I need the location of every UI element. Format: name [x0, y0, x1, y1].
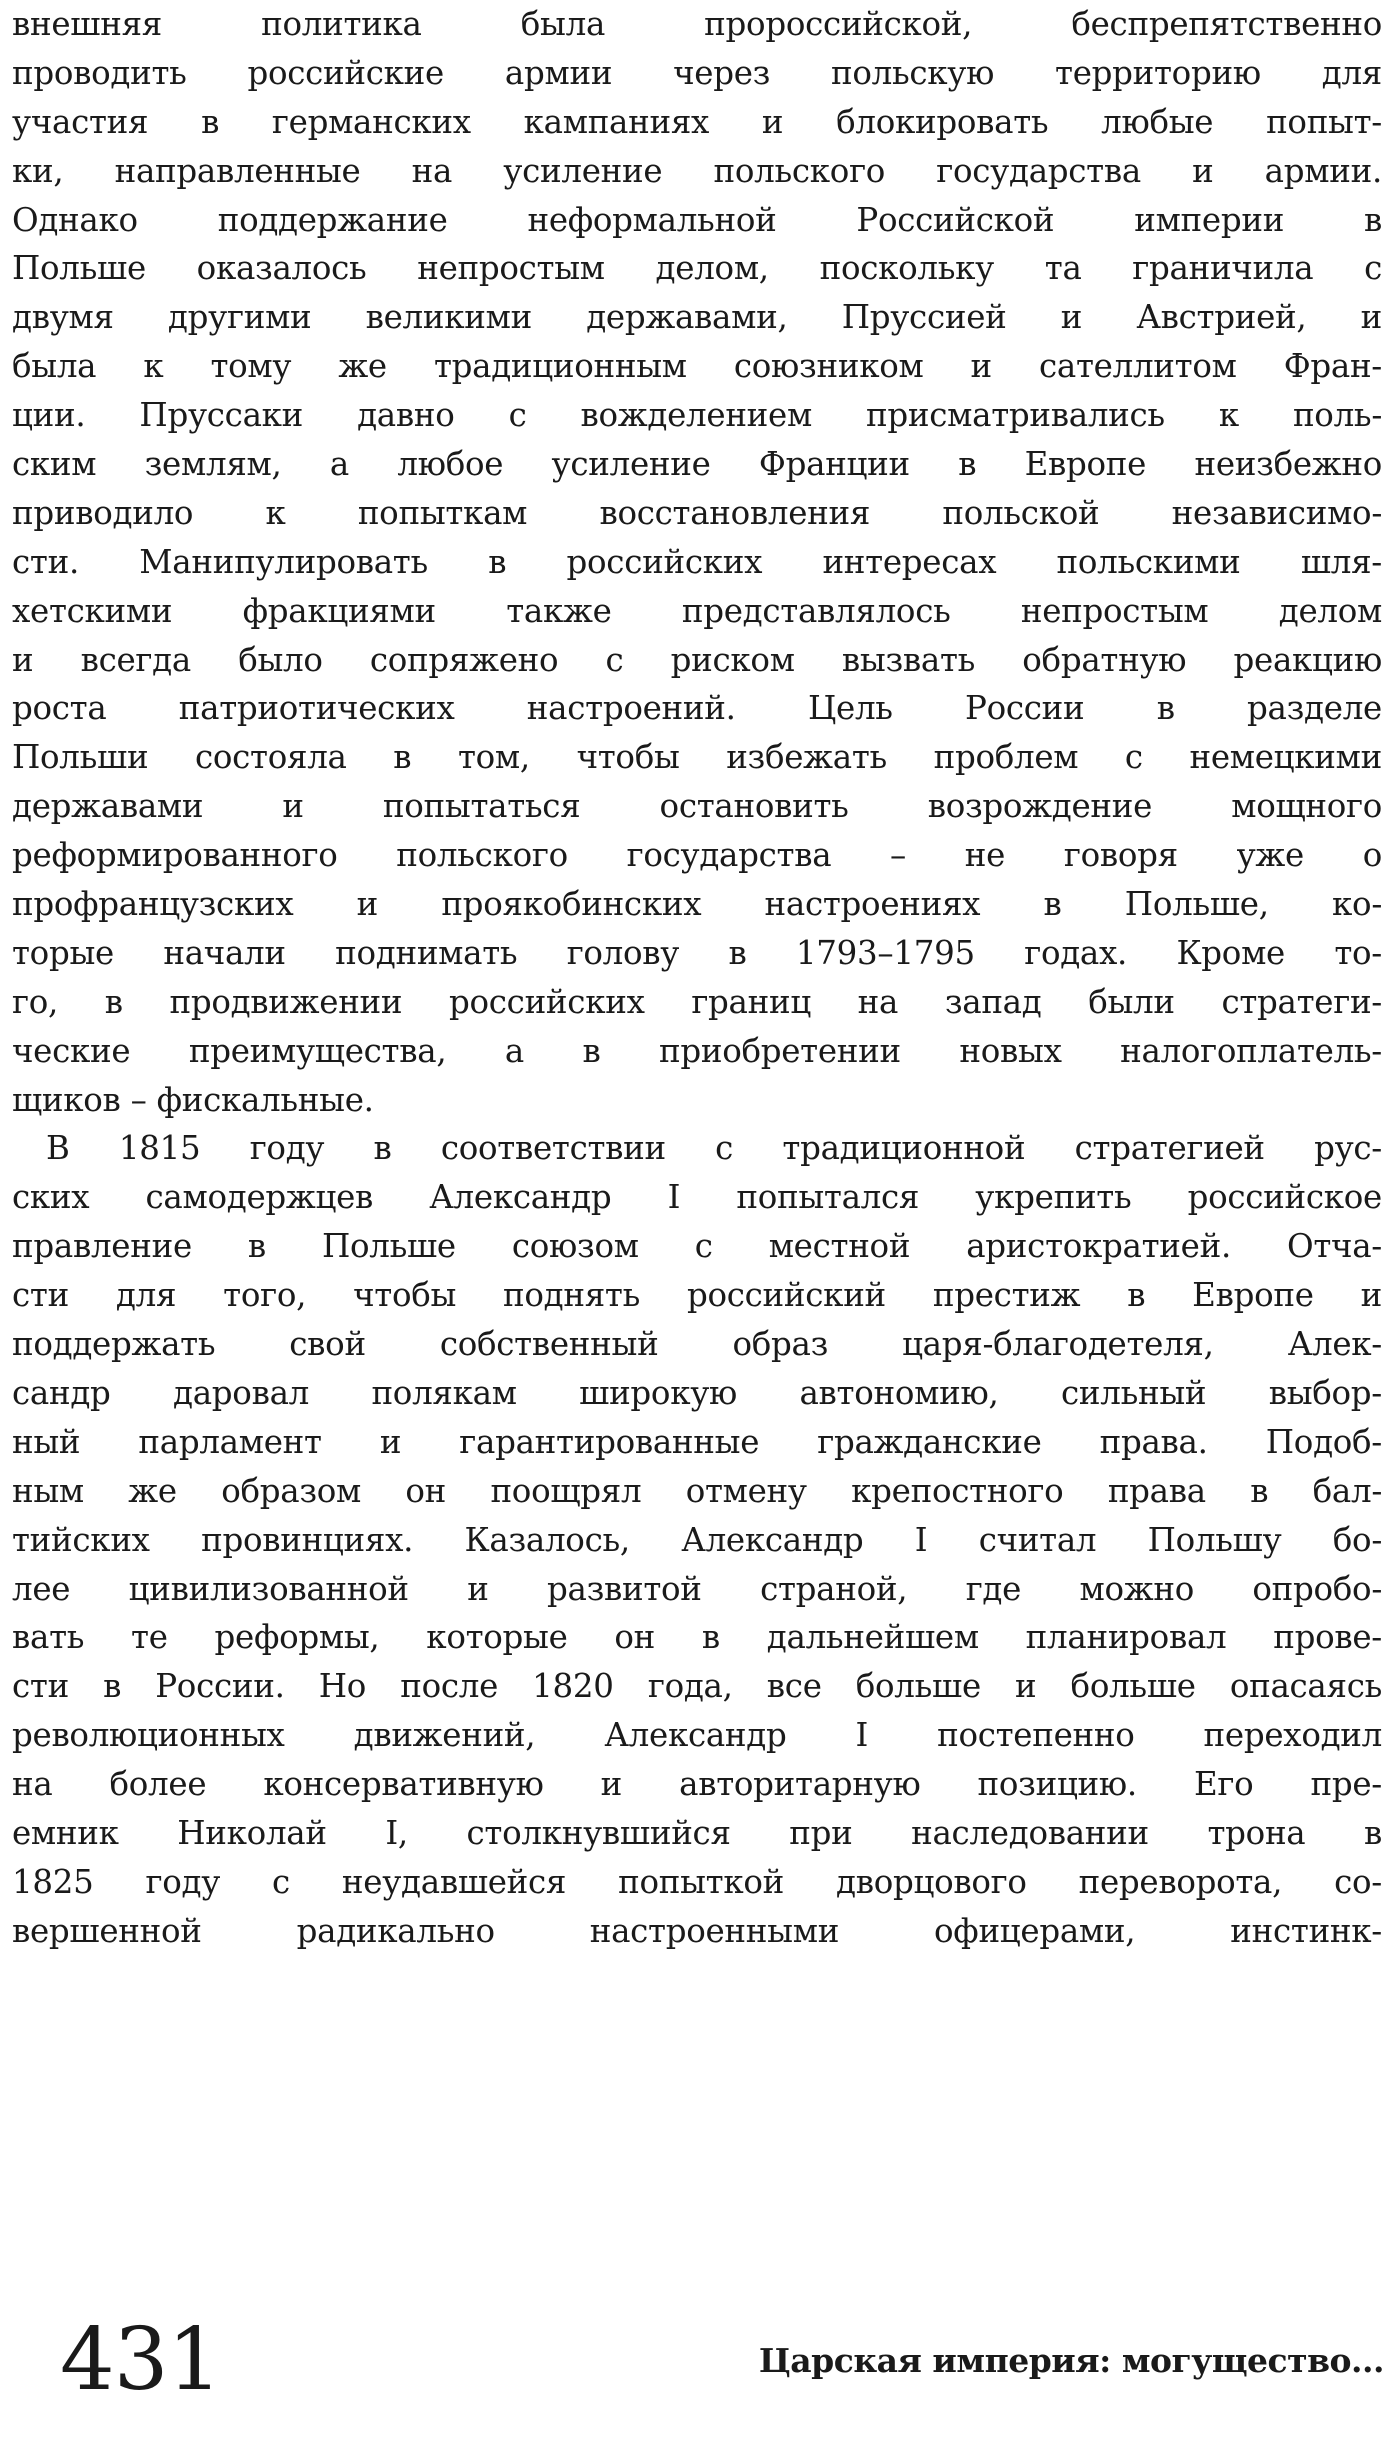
- page-footer: [0, 2305, 1398, 2415]
- page-number: 431: [60, 2310, 222, 2410]
- text-line: Польши состояла в том, чтобы избежать проблем с немецкими: [12, 738, 1382, 777]
- text-line: сандр даровал полякам широкую автономию, сильный выбор-: [12, 1373, 1382, 1412]
- text-line: сти для того, чтобы поднять российский престиж в Европе и: [12, 1276, 1382, 1315]
- text-line: реформированного польского государства – не говоря уже о: [12, 836, 1382, 875]
- text-line: сти. Манипулировать в российских интересах польскими шля-: [12, 542, 1382, 581]
- text-line: Однако поддержание неформальной Российской империи в: [12, 200, 1382, 239]
- text-line: тийских провинциях. Казалось, Александр I считал Польшу бо-: [12, 1520, 1382, 1559]
- text-line: сти в России. Но после 1820 года, все больше и больше опасаясь: [12, 1667, 1382, 1706]
- text-line: проводить российские армии через польскую территорию для: [12, 53, 1382, 92]
- text-line: правление в Польше союзом с местной аристократией. Отча-: [12, 1227, 1382, 1266]
- text-line: ских самодержцев Александр I попытался укрепить российское: [12, 1178, 1382, 1217]
- text-line: профранцузских и проякобинских настроениях в Польше, ко-: [12, 885, 1382, 924]
- text-line: роста патриотических настроений. Цель России в разделе: [12, 689, 1382, 728]
- text-line: 1825 году с неудавшейся попыткой дворцового переворота, со-: [12, 1862, 1382, 1901]
- text-line: вершенной радикально настроенными офицерами, инстинк-: [12, 1911, 1382, 1950]
- text-line: емник Николай I, столкнувшийся при наследовании трона в: [12, 1813, 1382, 1852]
- text-line: ским землям, а любое усиление Франции в Европе неизбежно: [12, 445, 1382, 484]
- text-line: ки, направленные на усиление польского государства и армии.: [12, 151, 1382, 190]
- text-line: ции. Пруссаки давно с вожделением присматривались к поль-: [12, 396, 1382, 435]
- text-line: двумя другими великими державами, Пруссией и Австрией, и: [12, 298, 1382, 337]
- text-line: ный парламент и гарантированные гражданские права. Подоб-: [12, 1422, 1382, 1461]
- text-line: торые начали поднимать голову в 1793–1795 годах. Кроме то-: [12, 933, 1382, 972]
- text-line: хетскими фракциями также представлялось непростым делом: [12, 591, 1382, 630]
- text-line: щиков – фискальные.: [12, 1080, 374, 1119]
- text-line: вать те реформы, которые он в дальнейшем планировал прове-: [12, 1618, 1382, 1657]
- text-line: ческие преимущества, а в приобретении новых налогоплатель-: [12, 1031, 1382, 1070]
- text-line: была к тому же традиционным союзником и сателлитом Фран-: [12, 347, 1382, 386]
- text-line: революционных движений, Александр I постепенно переходил: [12, 1716, 1382, 1755]
- text-line: на более консервативную и авторитарную позицию. Его пре-: [12, 1765, 1382, 1804]
- text-line: и всегда было сопряжено с риском вызвать обратную реакцию: [12, 640, 1382, 679]
- text-line: Польше оказалось непростым делом, поскольку та граничила с: [12, 249, 1382, 288]
- text-line: державами и попытаться остановить возрождение мощного: [12, 787, 1382, 826]
- running-head: Царская империя: могущество...: [758, 2341, 1384, 2380]
- text-line: лее цивилизованной и развитой страной, где можно опробо-: [12, 1569, 1382, 1608]
- text-line: участия в германских кампаниях и блокировать любые попыт-: [12, 102, 1382, 141]
- text-line: го, в продвижении российских границ на запад были стратеги-: [12, 982, 1382, 1021]
- text-line: приводило к попыткам восстановления польской независимо-: [12, 493, 1382, 532]
- body-text: [12, 0, 1382, 1956]
- text-line: В 1815 году в соответствии с традиционной стратегией рус-: [46, 1129, 1382, 1168]
- text-line: внешняя политика была пророссийской, беспрепятственно: [12, 5, 1382, 43]
- text-line: поддержать свой собственный образ царя-благодетеля, Алек-: [12, 1325, 1382, 1364]
- text-line: ным же образом он поощрял отмену крепостного права в бал-: [12, 1471, 1382, 1510]
